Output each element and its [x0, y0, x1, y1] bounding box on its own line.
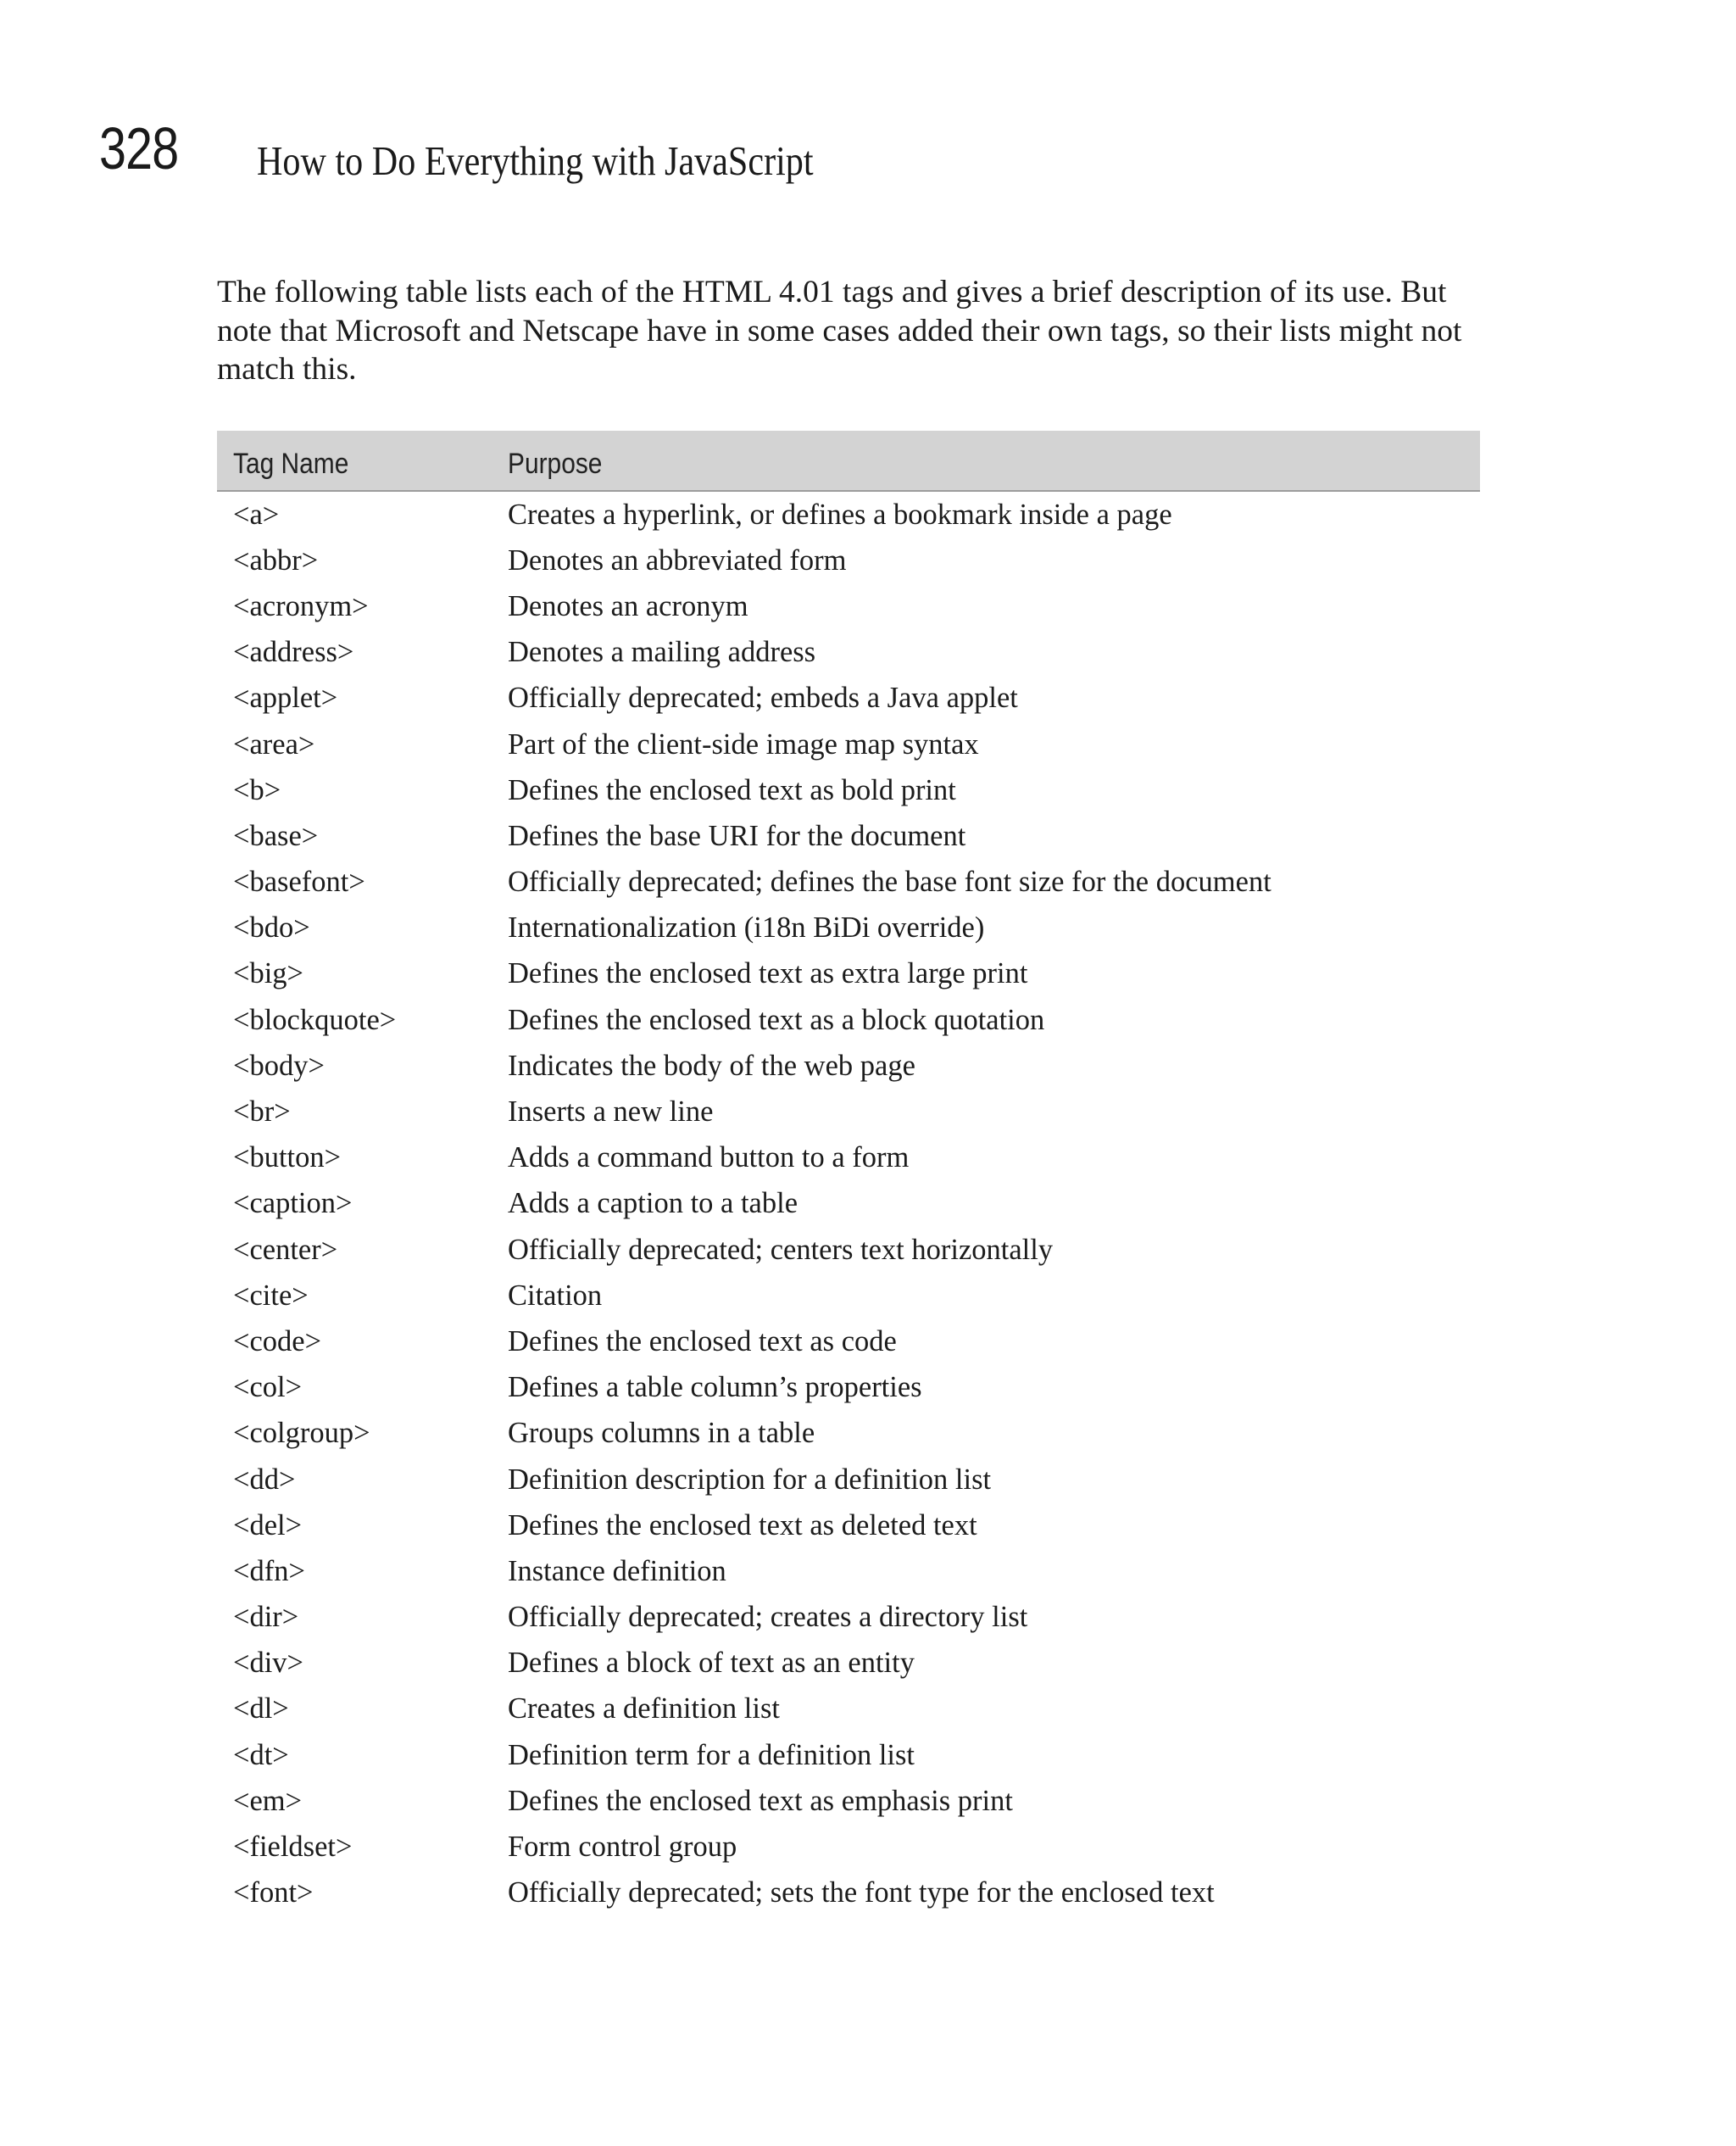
purpose-cell: Definition term for a definition list	[508, 1738, 915, 1771]
table-row	[217, 1365, 1480, 1411]
tag-name-cell: <colgroup>	[233, 1417, 370, 1450]
table-row	[217, 1548, 1480, 1594]
table-row	[217, 1824, 1480, 1870]
tag-name-cell: <br>	[233, 1095, 291, 1129]
purpose-cell: Instance definition	[508, 1554, 726, 1587]
purpose-cell: Officially deprecated; centers text horizontally	[508, 1233, 1054, 1266]
table-row	[217, 1732, 1480, 1778]
tag-name-cell: <bdo>	[233, 911, 310, 945]
purpose-cell: Defines the enclosed text as a block quotation	[508, 1003, 1045, 1036]
table-row	[217, 538, 1480, 583]
purpose-cell: Adds a command button to a form	[508, 1141, 910, 1174]
purpose-cell: Denotes an abbreviated form	[508, 543, 847, 577]
table-row	[217, 1411, 1480, 1457]
running-head: How to Do Everything with JavaScript	[257, 137, 814, 184]
tag-name-cell: <dd>	[233, 1463, 296, 1496]
purpose-cell: Defines the enclosed text as deleted text	[508, 1508, 977, 1541]
table-header-row	[217, 431, 1480, 491]
table-row	[217, 1273, 1480, 1318]
purpose-cell: Indicates the body of the web page	[508, 1049, 915, 1082]
purpose-cell: Defines the enclosed text as emphasis print	[508, 1784, 1013, 1817]
table-body	[217, 491, 1480, 1916]
purpose-cell: Part of the client-side image map syntax	[508, 727, 979, 761]
table-row	[217, 1089, 1480, 1134]
table-row	[217, 951, 1480, 997]
purpose-cell: Denotes a mailing address	[508, 636, 816, 669]
table-row	[217, 906, 1480, 951]
purpose-cell: Internationalization (i18n BiDi override)	[508, 911, 985, 945]
tag-name-cell: <address>	[233, 636, 354, 669]
purpose-cell: Inserts a new line	[508, 1095, 714, 1129]
purpose-cell: Creates a hyperlink, or defines a bookmark inside a page	[508, 498, 1172, 531]
table-row	[217, 630, 1480, 676]
purpose-cell: Officially deprecated; sets the font type for the enclosed text	[508, 1876, 1215, 1909]
purpose-cell: Form control group	[508, 1831, 737, 1864]
table-row	[217, 1641, 1480, 1686]
table-row	[217, 1686, 1480, 1732]
purpose-cell: Defines the enclosed text as extra large print	[508, 957, 1028, 990]
table-row	[217, 1502, 1480, 1548]
tag-name-cell: <div>	[233, 1647, 303, 1680]
purpose-cell: Denotes an acronym	[508, 589, 748, 622]
purpose-cell: Defines the enclosed text as bold print	[508, 773, 956, 806]
tag-name-cell: <blockquote>	[233, 1003, 397, 1036]
tag-name-cell: <button>	[233, 1141, 342, 1174]
purpose-cell: Defines a block of text as an entity	[508, 1647, 915, 1680]
table-row	[217, 813, 1480, 859]
tag-name-cell: <base>	[233, 819, 319, 852]
purpose-cell: Definition description for a definition list	[508, 1463, 992, 1496]
column-header-tag-name-label: Tag Name	[233, 447, 349, 480]
tag-name-cell: <dir>	[233, 1601, 299, 1634]
table-row	[217, 1135, 1480, 1181]
tag-name-cell: <dt>	[233, 1738, 289, 1771]
table-row	[217, 1457, 1480, 1502]
tag-name-cell: <center>	[233, 1233, 338, 1266]
table-row	[217, 1043, 1480, 1089]
tag-name-cell: <dl>	[233, 1692, 289, 1725]
tag-name-cell: <abbr>	[233, 543, 319, 577]
purpose-cell: Defines the enclosed text as code	[508, 1324, 897, 1357]
intro-paragraph: The following table lists each of the HTML 4.01 tags and gives a brief description of its use. But note that Microsoft and Netscape have in some cases added their own tags, so their lists might not match this.	[217, 275, 1462, 387]
html-tags-table	[217, 431, 1480, 1916]
tag-name-cell: <fieldset>	[233, 1831, 353, 1864]
tag-name-cell: <code>	[233, 1324, 322, 1357]
tag-name-cell: <a>	[233, 498, 280, 531]
tag-name-cell: <cite>	[233, 1279, 309, 1312]
tag-name-cell: <body>	[233, 1049, 325, 1082]
tag-name-cell: <big>	[233, 957, 303, 990]
table-row	[217, 860, 1480, 906]
column-header-tag-name	[217, 431, 508, 491]
table-row	[217, 676, 1480, 722]
table-row	[217, 722, 1480, 767]
tag-name-cell: <basefont>	[233, 866, 365, 899]
table-row	[217, 1595, 1480, 1641]
table-row	[217, 1778, 1480, 1824]
table-row	[217, 491, 1480, 538]
tag-name-cell: <col>	[233, 1371, 303, 1404]
purpose-cell: Adds a caption to a table	[508, 1187, 798, 1220]
tag-name-cell: <dfn>	[233, 1554, 305, 1587]
tag-name-cell: <acronym>	[233, 589, 369, 622]
purpose-cell: Groups columns in a table	[508, 1417, 815, 1450]
tag-name-cell: <applet>	[233, 682, 338, 715]
page-number: 328	[99, 115, 179, 181]
table-row	[217, 1870, 1480, 1916]
purpose-cell: Officially deprecated; defines the base font size for the document	[508, 866, 1271, 899]
purpose-cell: Citation	[508, 1279, 603, 1312]
table-row	[217, 767, 1480, 813]
tag-name-cell: <b>	[233, 773, 281, 806]
tag-name-cell: <font>	[233, 1876, 314, 1909]
column-header-purpose-label: Purpose	[508, 447, 603, 480]
table-row	[217, 583, 1480, 629]
tag-name-cell: <caption>	[233, 1187, 353, 1220]
table-row	[217, 1227, 1480, 1273]
purpose-cell: Defines the base URI for the document	[508, 819, 966, 852]
purpose-cell: Creates a definition list	[508, 1692, 780, 1725]
column-header-purpose	[508, 431, 1480, 491]
table-row	[217, 997, 1480, 1043]
purpose-cell: Officially deprecated; embeds a Java applet	[508, 682, 1018, 715]
tag-name-cell: <em>	[233, 1784, 303, 1817]
tag-name-cell: <del>	[233, 1508, 303, 1541]
tag-name-cell: <area>	[233, 727, 315, 761]
table-row	[217, 1318, 1480, 1364]
table-row	[217, 1181, 1480, 1227]
purpose-cell: Defines a table column’s properties	[508, 1371, 922, 1404]
purpose-cell: Officially deprecated; creates a directory list	[508, 1601, 1028, 1634]
